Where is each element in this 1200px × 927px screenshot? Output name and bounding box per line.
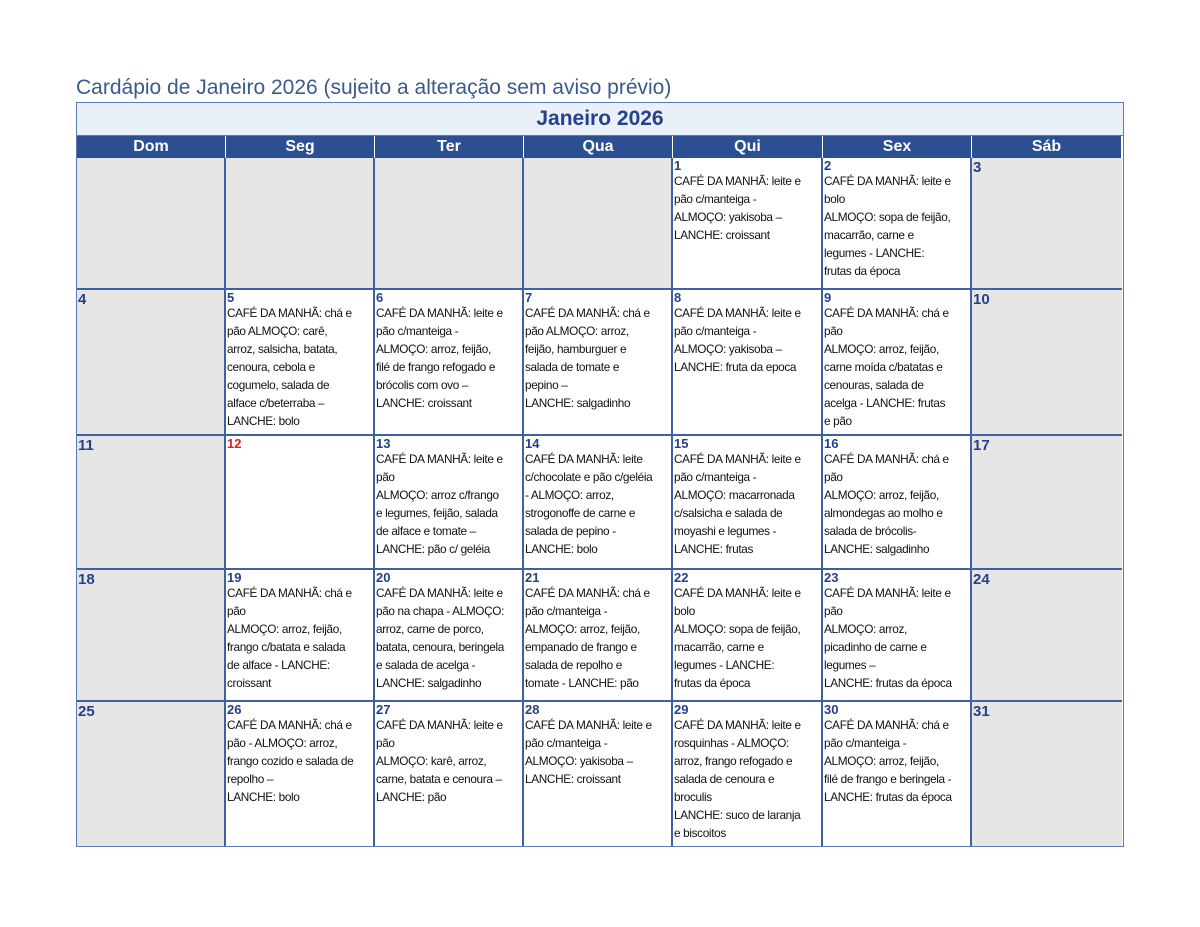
day-menu-text: CAFÉ DA MANHÃ: chá e pão ALMOÇO: carê, arroz, salsicha, batata, cenoura, cebola e cogumelo, salada de alface c/beterraba – LANCHE: bolo [227,306,352,428]
day-cell [823,290,972,436]
day-menu-text: CAFÉ DA MANHÃ: leite e bolo ALMOÇO: sopa de feijão, macarrão, carne e legumes - LANCHE: frutas da época [824,174,951,278]
page-title: Cardápio de Janeiro 2026 (sujeito a alteração sem aviso prévio) [76,76,672,99]
calendar [76,102,1124,847]
day-cell [375,702,524,846]
day-cell [77,436,226,570]
weekday-3: Qua [524,136,673,158]
day-cell [673,436,823,570]
weekday-0: Dom [77,136,226,158]
day-cell [972,570,1122,702]
day-number: 11 [78,437,94,454]
day-number: 2 [824,158,832,173]
empty-day-cell [226,158,375,290]
weekday-1: Seg [226,136,375,158]
day-cell [524,702,673,846]
empty-day-cell [375,158,524,290]
day-number: 22 [674,570,689,585]
day-cell [375,570,524,702]
day-number: 24 [973,571,990,588]
day-menu-text: CAFÉ DA MANHÃ: chá e pão ALMOÇO: arroz, feijão, carne moída c/batatas e cenouras, salada de acelga - LANCHE: frutas e pão [824,306,949,428]
day-number: 20 [376,570,391,585]
weekday-5: Sex [823,136,972,158]
day-number: 19 [227,570,242,585]
day-number: 5 [227,290,235,305]
day-menu-text: CAFÉ DA MANHÃ: leite e pão c/manteiga - ALMOÇO: yakisoba – LANCHE: croissant [674,174,801,242]
day-number: 17 [973,437,990,454]
day-menu-text: CAFÉ DA MANHÃ: chá e pão c/manteiga - ALMOÇO: arroz, feijão, empanado de frango e salada de repolho e tomate - LANCHE: pão [525,586,650,690]
day-cell [673,158,823,290]
day-number: 31 [973,703,990,720]
day-cell [375,436,524,570]
day-number [524,158,671,159]
day-number: 12 [227,436,242,451]
day-menu-text: CAFÉ DA MANHÃ: leite e pão c/manteiga - ALMOÇO: arroz, feijão, filé de frango refogado e brócolis com ovo – LANCHE: croissant [376,306,503,410]
empty-day-cell [77,158,226,290]
month-title: Janeiro 2026 [77,103,1123,136]
day-number: 6 [376,290,384,305]
day-number: 26 [227,702,242,717]
day-number: 7 [525,290,533,305]
day-menu-text: CAFÉ DA MANHÃ: leite e pão c/manteiga - ALMOÇO: macarronada c/salsicha e salada de moyashi e legumes - LANCHE: frutas [674,452,801,556]
day-cell [972,702,1122,846]
day-cell [226,436,375,570]
day-cell [226,702,375,846]
day-cell [673,570,823,702]
day-cell [524,436,673,570]
day-number: 30 [824,702,839,717]
day-number: 9 [824,290,832,305]
day-number [77,158,224,160]
day-cell [77,702,226,846]
day-cell [375,290,524,436]
day-menu-text: CAFÉ DA MANHÃ: chá e pão ALMOÇO: arroz, feijão, frango c/batata e salada de alface - LANCHE: croissant [227,586,352,690]
day-number: 18 [78,571,95,588]
day-cell [524,570,673,702]
day-number: 3 [973,159,982,176]
day-menu-text: CAFÉ DA MANHÃ: chá e pão ALMOÇO: arroz, feijão, hamburguer e salada de tomate e pepino – LANCHE: salgadinho [525,306,650,410]
day-number [375,158,522,159]
day-menu-text: CAFÉ DA MANHÃ: chá e pão - ALMOÇO: arroz, frango cozido e salada de repolho – LANCHE: bolo [227,718,354,804]
day-cell [77,570,226,702]
day-cell [823,570,972,702]
day-menu-text: CAFÉ DA MANHÃ: chá e pão ALMOÇO: arroz, feijão, almondegas ao molho e salada de brócolis- LANCHE: salgadinho [824,452,949,556]
day-number: 14 [525,436,540,451]
day-number: 16 [824,436,839,451]
day-number: 1 [674,158,682,173]
day-menu-text: CAFÉ DA MANHÃ: leite e rosquinhas - ALMOÇO: arroz, frango refogado e salada de cenoura e broculis LANCHE: suco de laranja e biscoitos [674,718,801,840]
empty-day-cell [524,158,673,290]
day-number: 13 [376,436,391,451]
day-number: 10 [973,291,990,308]
day-number: 29 [674,702,689,717]
day-cell [823,702,972,846]
day-menu-text: CAFÉ DA MANHÃ: leite c/chocolate e pão c/geléia - ALMOÇO: arroz, strogonoffe de carne e salada de pepino - LANCHE: bolo [525,452,653,556]
weekday-4: Qui [673,136,823,158]
day-number [226,158,373,159]
day-menu-text: CAFÉ DA MANHÃ: leite e pão ALMOÇO: karê, arroz, carne, batata e cenoura – LANCHE: pão [376,718,503,804]
day-menu-text: CAFÉ DA MANHÃ: leite e pão c/manteiga - ALMOÇO: yakisoba – LANCHE: croissant [525,718,652,786]
weekday-6: Sáb [972,136,1122,158]
day-number: 21 [525,570,540,585]
day-menu-text: CAFÉ DA MANHÃ: leite e pão ALMOÇO: arroz c/frango e legumes, feijão, salada de alface e tomate – LANCHE: pão c/ geléia [376,452,503,556]
weekday-2: Ter [375,136,524,158]
day-cell [77,290,226,436]
day-number: 23 [824,570,839,585]
day-cell [823,436,972,570]
day-number: 25 [78,703,95,720]
day-number: 27 [376,702,391,717]
day-cell [226,290,375,436]
day-menu-text: CAFÉ DA MANHÃ: leite e pão na chapa - ALMOÇO: arroz, carne de porco, batata, cenoura, beringela e salada de acelga - LANCHE: salgadinho [376,586,505,690]
day-cell [972,290,1122,436]
day-cell [972,158,1122,290]
day-number: 4 [78,291,87,308]
day-number: 15 [674,436,689,451]
day-menu-text: CAFÉ DA MANHÃ: leite e pão ALMOÇO: arroz, picadinho de carne e legumes – LANCHE: frutas da época [824,586,952,690]
day-cell [226,570,375,702]
day-menu-text: CAFÉ DA MANHÃ: leite e bolo ALMOÇO: sopa de feijão, macarrão, carne e legumes - LANCHE: frutas da época [674,586,801,690]
day-cell [673,702,823,846]
day-cell [524,290,673,436]
day-number: 28 [525,702,540,717]
day-cell [823,158,972,290]
day-menu-text: CAFÉ DA MANHÃ: leite e pão c/manteiga - ALMOÇO: yakisoba – LANCHE: fruta da epoca [674,306,801,374]
day-cell [673,290,823,436]
day-cell [972,436,1122,570]
day-number: 8 [674,290,682,305]
day-menu-text: CAFÉ DA MANHÃ: chá e pão c/manteiga - ALMOÇO: arroz, feijão, filé de frango e beringela - LANCHE: frutas da época [824,718,952,804]
